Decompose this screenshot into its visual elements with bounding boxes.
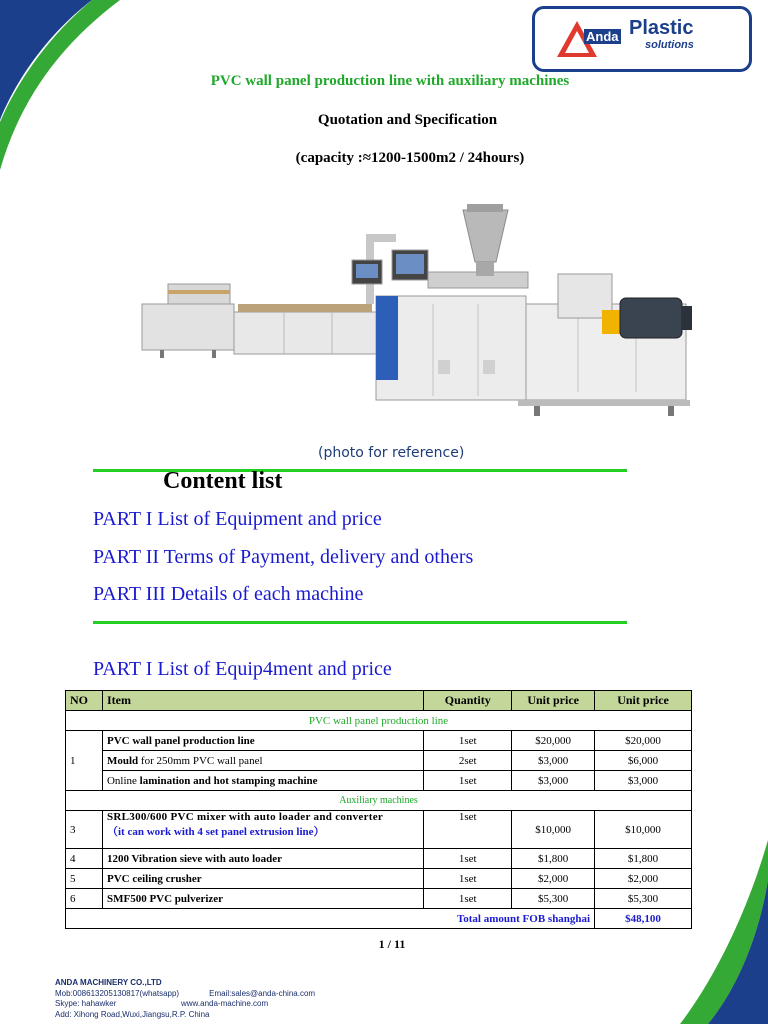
- row-no: 6: [66, 889, 103, 909]
- row-qty: 2set: [424, 751, 512, 771]
- footer-company: ANDA MACHINERY CO.,LTD: [55, 978, 162, 987]
- toc-item-part1: PART I List of Equipment and price: [93, 508, 382, 530]
- row-item: Mould for 250mm PVC wall panel: [102, 751, 423, 771]
- section-row: [66, 791, 692, 811]
- company-logo: [532, 6, 752, 72]
- document-subtitle: Quotation and Specification: [317, 112, 498, 128]
- row-total-price: $5,300: [595, 889, 692, 909]
- equipment-price-table: [65, 690, 692, 929]
- col-header-quantity: Quantity: [424, 691, 512, 711]
- row-unit-price: $20,000: [512, 731, 595, 751]
- footer-address: Add: Xihong Road,Wuxi,Jiangsu,R.P. China: [55, 1009, 210, 1019]
- row-qty: 1set: [424, 889, 512, 909]
- footer-contact: [55, 978, 315, 1020]
- footer-email: Email:sales@anda-china.com: [209, 988, 316, 998]
- toc-item-part2: PART II Terms of Payment, delivery and others: [93, 546, 474, 568]
- table-header-row: [66, 691, 692, 711]
- total-value: $48,100: [595, 909, 692, 929]
- row-total-price: $6,000: [595, 751, 692, 771]
- toc-item-part3: PART III Details of each machine: [93, 583, 364, 605]
- row-total-price: $2,000: [595, 869, 692, 889]
- row-qty: 1set: [424, 811, 512, 849]
- row-unit-price: $3,000: [512, 751, 595, 771]
- row-unit-price: $5,300: [512, 889, 595, 909]
- row-item: PVC ceiling crusher: [102, 869, 423, 889]
- col-header-total-price: Unit price: [595, 691, 692, 711]
- table-row: [66, 751, 692, 771]
- row-item-note: （it can work with 4 set panel extrusion line）: [106, 826, 325, 838]
- row-item: SRL300/600 PVC mixer with auto loader and converter （it can work with 4 set panel extrusion line）: [102, 811, 423, 849]
- row-unit-price: $1,800: [512, 849, 595, 869]
- divider-bottom: [93, 621, 627, 624]
- col-header-item: Item: [102, 691, 423, 711]
- row-qty: 1set: [424, 849, 512, 869]
- content-list-title: Content list: [163, 468, 283, 494]
- logo-plastic-text: Plastic: [629, 17, 694, 39]
- part1-heading: PART I List of Equip4ment and price: [93, 658, 392, 680]
- logo-solutions-text: solutions: [645, 39, 694, 51]
- table-row: [66, 889, 692, 909]
- row-item: PVC wall panel production line: [102, 731, 423, 751]
- row-total-price: $20,000: [595, 731, 692, 751]
- logo-anda-text: Anda: [586, 29, 619, 44]
- row-item: 1200 Vibration sieve with auto loader: [102, 849, 423, 869]
- total-label: Total amount FOB shanghai: [66, 909, 595, 929]
- table-row: [66, 869, 692, 889]
- table-row: [66, 811, 692, 849]
- table-row: [66, 731, 692, 751]
- row-no: 3: [66, 811, 103, 849]
- row-item: SMF500 PVC pulverizer: [102, 889, 423, 909]
- row-qty: 1set: [424, 869, 512, 889]
- document-title: PVC wall panel production line with auxiliary machines: [210, 73, 570, 89]
- section-title: PVC wall panel production line: [66, 711, 692, 731]
- row-no: 1: [66, 731, 103, 791]
- table-row: [66, 849, 692, 869]
- page-number: 1 / 11: [378, 937, 406, 951]
- row-unit-price: $2,000: [512, 869, 595, 889]
- total-row: [66, 909, 692, 929]
- row-no: 4: [66, 849, 103, 869]
- photo-caption: (photo for reference): [318, 445, 465, 461]
- footer-skype: Skype: hahawker: [55, 999, 117, 1008]
- section-title: Auxiliary machines: [66, 791, 692, 811]
- footer-website: www.anda-machine.com: [181, 999, 269, 1008]
- row-total-price: $3,000: [595, 771, 692, 791]
- col-header-no: NO: [66, 691, 103, 711]
- production-line-photo: [138, 200, 698, 425]
- row-total-price: $1,800: [595, 849, 692, 869]
- row-item: Online lamination and hot stamping machine: [102, 771, 423, 791]
- row-unit-price: $3,000: [512, 771, 595, 791]
- section-row: [66, 711, 692, 731]
- row-total-price: $10,000: [595, 811, 692, 849]
- capacity-line: (capacity :≈1200-1500m2 / 24hours): [295, 150, 525, 166]
- footer-mobile: Mob:008613205130817(whatsapp): [55, 988, 180, 998]
- row-qty: 1set: [424, 731, 512, 751]
- row-qty: 1set: [424, 771, 512, 791]
- row-unit-price: $10,000: [512, 811, 595, 849]
- col-header-unit-price: Unit price: [512, 691, 595, 711]
- table-row: [66, 771, 692, 791]
- row-no: 5: [66, 869, 103, 889]
